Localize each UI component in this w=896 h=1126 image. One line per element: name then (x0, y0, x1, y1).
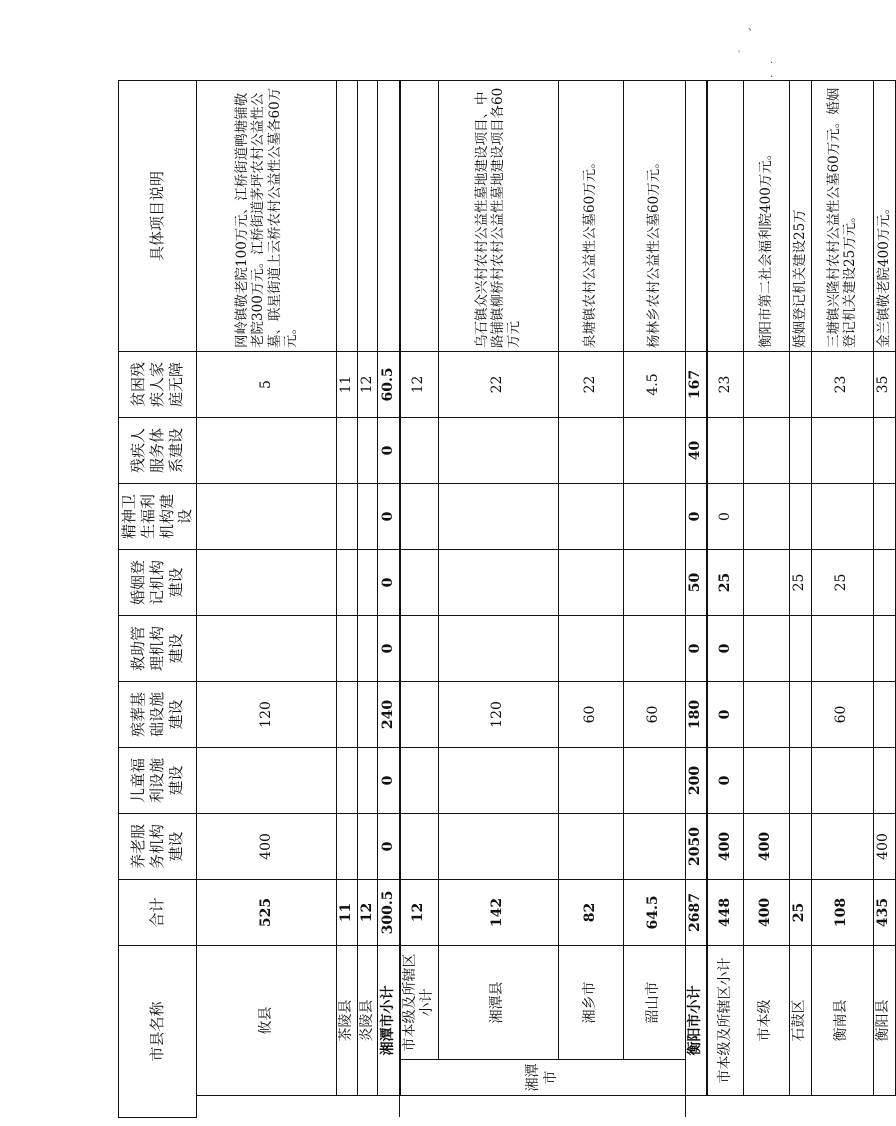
row-name: 湘潭市小计 (378, 945, 400, 1095)
cell-total: 11 (337, 879, 358, 945)
cell-disabled (197, 417, 337, 483)
row-name: 市本级及所辖区小计 (707, 945, 743, 1095)
cell-rescue (743, 615, 789, 681)
cell-funeral (873, 681, 895, 747)
cell-desc (707, 80, 743, 351)
cell-total: 400 (743, 879, 789, 945)
cell-mental (558, 483, 623, 549)
cell-mental (197, 483, 337, 549)
row-name: 市本级 (743, 945, 789, 1095)
cell-rescue (357, 615, 378, 681)
cell-disabled (873, 417, 895, 483)
cell-marriage: 0 (378, 549, 400, 615)
cell-elder (623, 813, 685, 879)
rotated-table-container (118, 87, 892, 1118)
cell-desc: 金兰镇敬老院400万元。 (873, 80, 895, 351)
cell-disabled (438, 417, 558, 483)
cell-funeral: 120 (197, 681, 337, 747)
table-row (357, 80, 378, 1117)
cell-total: 300.5 (378, 879, 400, 945)
margin-mark: ′ (738, 50, 741, 61)
margin-mark: 、 (748, 22, 758, 33)
cell-rescue (789, 615, 811, 681)
margin-mark: · (770, 58, 774, 69)
cell-rescue (400, 615, 439, 681)
cell-mental (400, 483, 439, 549)
cell-marriage (400, 549, 439, 615)
cell-marriage: 50 (685, 549, 707, 615)
cell-funeral: 0 (707, 681, 743, 747)
cell-funeral: 240 (378, 681, 400, 747)
row-name: 市本级及所辖区小计 (400, 945, 439, 1059)
cell-total: 25 (789, 879, 811, 945)
cell-poor: 22 (558, 351, 623, 417)
cell-total: 108 (811, 879, 873, 945)
cell-child: 0 (378, 747, 400, 813)
cell-child (743, 747, 789, 813)
cell-disabled (357, 417, 378, 483)
cell-desc: 网岭镇敬老院100万元、江桥街道鸭塘铺敬老院300万元。江桥街道茅坪农村公益性公墓、联星街道上云桥农村公益性公墓各60万元。 (197, 80, 337, 351)
group-cell-blank (685, 1096, 895, 1118)
cell-mental (337, 483, 358, 549)
cell-marriage (197, 549, 337, 615)
cell-total: 142 (438, 879, 558, 945)
cell-child: 200 (685, 747, 707, 813)
cell-child (438, 747, 558, 813)
row-name: 攸县 (197, 945, 337, 1095)
cell-disabled (789, 417, 811, 483)
cell-disabled (743, 417, 789, 483)
cell-rescue: 0 (378, 615, 400, 681)
cell-marriage (357, 549, 378, 615)
cell-total: 12 (400, 879, 439, 945)
header-total: 合计 (119, 879, 197, 945)
table-row (438, 80, 558, 1117)
cell-marriage (623, 549, 685, 615)
cell-marriage (438, 549, 558, 615)
row-name: 衡阳市小计 (685, 945, 707, 1095)
cell-total: 448 (707, 879, 743, 945)
cell-total: 525 (197, 879, 337, 945)
cell-poor: 11 (337, 351, 358, 417)
row-name: 湘潭县 (438, 945, 558, 1059)
cell-rescue (873, 615, 895, 681)
cell-rescue: 0 (685, 615, 707, 681)
cell-poor (743, 351, 789, 417)
cell-desc (378, 80, 400, 351)
table-row (623, 80, 685, 1117)
cell-funeral (400, 681, 439, 747)
cell-funeral (789, 681, 811, 747)
cell-child (811, 747, 873, 813)
cell-marriage: 25 (707, 549, 743, 615)
cell-mental (789, 483, 811, 549)
cell-disabled: 40 (685, 417, 707, 483)
header-rescue: 救助管理机构建设 (119, 615, 197, 681)
cell-poor: 12 (357, 351, 378, 417)
header-desc: 具体项目说明 (119, 80, 197, 351)
cell-disabled: 0 (378, 417, 400, 483)
cell-disabled (400, 417, 439, 483)
cell-desc: 婚姻登记机关建设25万 (789, 80, 811, 351)
cell-elder (357, 813, 378, 879)
cell-desc: 乌石镇众兴村农村公益性墓地建设项目、中路铺镇柳桥村农村公益性墓地建设项目各60万元 (438, 80, 558, 351)
cell-child (357, 747, 378, 813)
cell-total: 64.5 (623, 879, 685, 945)
cell-mental: 0 (707, 483, 743, 549)
cell-rescue (197, 615, 337, 681)
cell-total: 2687 (685, 879, 707, 945)
cell-poor: 4.5 (623, 351, 685, 417)
header-region: 市县名称 (119, 945, 197, 1117)
group-cell-blank (400, 1096, 686, 1118)
row-name: 衡南县 (811, 945, 873, 1095)
cell-elder: 400 (197, 813, 337, 879)
cell-elder: 400 (707, 813, 743, 879)
cell-elder (400, 813, 439, 879)
cell-child (558, 747, 623, 813)
header-marriage: 婚姻登记机构建设 (119, 549, 197, 615)
cell-funeral (743, 681, 789, 747)
cell-total: 82 (558, 879, 623, 945)
header-mental: 精神卫生福利机构建设 (119, 483, 197, 549)
cell-elder (789, 813, 811, 879)
cell-poor: 5 (197, 351, 337, 417)
table-row (197, 80, 337, 1117)
cell-elder: 0 (378, 813, 400, 879)
cell-mental: 0 (685, 483, 707, 549)
cell-disabled (707, 417, 743, 483)
cell-desc (685, 80, 707, 351)
table-row (400, 80, 439, 1117)
table-header-row (119, 80, 197, 1117)
cell-child (623, 747, 685, 813)
cell-desc: 三塘镇兴隆村农村公益性公墓60万元。婚姻登记机关建设25万元。 (811, 80, 873, 351)
table-row (685, 80, 707, 1117)
cell-desc (337, 80, 358, 351)
cell-poor (789, 351, 811, 417)
row-name: 石鼓区 (789, 945, 811, 1095)
cell-elder: 400 (873, 813, 895, 879)
cell-marriage (743, 549, 789, 615)
cell-poor: 167 (685, 351, 707, 417)
cell-total: 435 (873, 879, 895, 945)
cell-marriage (558, 549, 623, 615)
cell-desc (357, 80, 378, 351)
cell-funeral: 60 (811, 681, 873, 747)
cell-elder (811, 813, 873, 879)
header-elder: 养老服务机构建设 (119, 813, 197, 879)
cell-marriage (337, 549, 358, 615)
cell-mental (811, 483, 873, 549)
cell-total: 12 (357, 879, 378, 945)
cell-elder: 400 (743, 813, 789, 879)
cell-rescue: 0 (707, 615, 743, 681)
cell-poor: 23 (811, 351, 873, 417)
cell-elder (337, 813, 358, 879)
cell-desc: 泉塘镇农村公益性公墓60万元。 (558, 80, 623, 351)
cell-funeral: 120 (438, 681, 558, 747)
cell-funeral: 180 (685, 681, 707, 747)
table-row (707, 80, 743, 1117)
table-row (743, 80, 789, 1117)
row-name: 炎陵县 (357, 945, 378, 1095)
header-funeral: 殡葬基础设施建设 (119, 681, 197, 747)
row-name: 韶山市 (623, 945, 685, 1059)
cell-mental (357, 483, 378, 549)
row-name: 衡阳县 (873, 945, 895, 1095)
table-row (378, 80, 400, 1117)
cell-elder: 2050 (685, 813, 707, 879)
cell-child: 0 (707, 747, 743, 813)
cell-rescue (623, 615, 685, 681)
table-row (873, 80, 895, 1117)
cell-disabled (811, 417, 873, 483)
cell-rescue (811, 615, 873, 681)
cell-disabled (337, 417, 358, 483)
cell-disabled (558, 417, 623, 483)
row-name: 湘乡市 (558, 945, 623, 1059)
cell-funeral: 60 (623, 681, 685, 747)
cell-rescue (438, 615, 558, 681)
cell-poor: 12 (400, 351, 439, 417)
cell-desc: 衡阳市第二社会福利院400万元。 (743, 80, 789, 351)
header-child: 儿童福利设施建设 (119, 747, 197, 813)
group-city-name: 湘潭市 (400, 1060, 686, 1096)
cell-desc: 杨林乡农村公益性公墓60万元。 (623, 80, 685, 351)
cell-marriage: 25 (789, 549, 811, 615)
header-poor: 贫困残疾人家庭无障 (119, 351, 197, 417)
cell-funeral (357, 681, 378, 747)
cell-poor: 35 (873, 351, 895, 417)
cell-mental (438, 483, 558, 549)
header-disabled: 残疾人服务体系建设 (119, 417, 197, 483)
cell-child (197, 747, 337, 813)
cell-child (789, 747, 811, 813)
table-frame (118, 87, 892, 1118)
cell-mental (743, 483, 789, 549)
cell-child (873, 747, 895, 813)
cell-poor: 23 (707, 351, 743, 417)
cell-rescue (558, 615, 623, 681)
cell-child (400, 747, 439, 813)
cell-marriage: 25 (811, 549, 873, 615)
cell-marriage (873, 549, 895, 615)
funding-table (118, 80, 896, 1118)
cell-disabled (623, 417, 685, 483)
cell-desc (400, 80, 439, 351)
table-row (558, 80, 623, 1117)
cell-mental: 0 (378, 483, 400, 549)
table-row (811, 80, 873, 1117)
cell-funeral: 60 (558, 681, 623, 747)
table-row (337, 80, 358, 1117)
cell-mental (873, 483, 895, 549)
group-cell-blank (197, 1096, 400, 1118)
cell-child (337, 747, 358, 813)
cell-rescue (337, 615, 358, 681)
row-name: 茶陵县 (337, 945, 358, 1095)
table-row (789, 80, 811, 1117)
cell-elder (438, 813, 558, 879)
cell-poor: 22 (438, 351, 558, 417)
cell-funeral (337, 681, 358, 747)
cell-mental (623, 483, 685, 549)
margin-mark: · (770, 72, 774, 83)
cell-elder (558, 813, 623, 879)
cell-poor: 60.5 (378, 351, 400, 417)
